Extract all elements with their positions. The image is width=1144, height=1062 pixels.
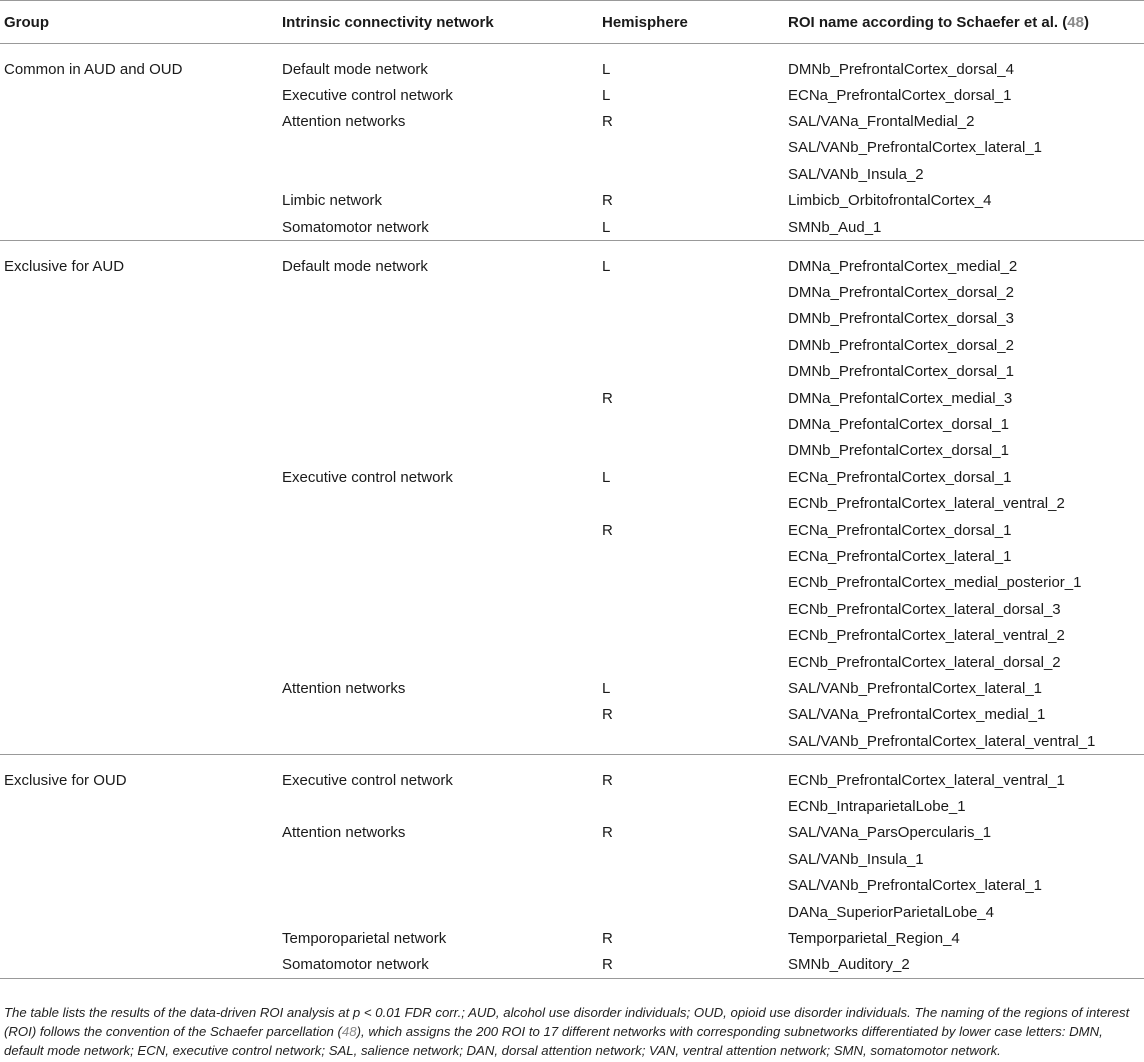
cell-hemisphere (602, 846, 788, 872)
cell-roi-name: Temporparietal_Region_4 (788, 930, 960, 948)
cell-roi-name: DMNa_PrefontalCortex_medial_3 (788, 389, 1013, 407)
cell-group (0, 464, 282, 490)
table-row (0, 925, 1144, 951)
cell-group (0, 952, 282, 979)
cell-network (282, 702, 602, 728)
header-roi-suffix: ) (1083, 13, 1089, 31)
cell-network (282, 411, 602, 437)
cell-network (282, 570, 602, 596)
cell-roi-name: SAL/VANa_ParsOpercularis_1 (788, 824, 992, 842)
table-row (0, 385, 1144, 411)
cell-hemisphere (602, 490, 788, 516)
cell-network: Default mode network (282, 61, 428, 78)
cell-roi-name: ECNb_PrefrontalCortex_lateral_ventral_2 (788, 627, 1065, 645)
cell-roi-name: SAL/VANa_PrefrontalCortex_medial_1 (788, 706, 1046, 724)
cell-roi-name: DMNa_PrefrontalCortex_medial_2 (788, 241, 1144, 280)
cell-group (0, 82, 282, 108)
cell-hemisphere: L (602, 218, 611, 236)
cell-hemisphere: R (602, 930, 613, 948)
header-roi-prefix: ROI name according to Schaefer et al. ( (788, 13, 1068, 31)
header-row (0, 1, 1144, 44)
table-row (0, 755, 1144, 794)
table-row (0, 411, 1144, 437)
cell-group (0, 359, 282, 385)
cell-network (282, 728, 602, 755)
cell-hemisphere (602, 332, 788, 358)
cell-roi-name: ECNb_PrefrontalCortex_lateral_dorsal_3 (788, 600, 1061, 618)
footnote-text-2: ), which assigns the 200 ROI to 17 different networks with corresponding subnetworks differentiated by lower case letters: DMN, default mode network; ECN, executive control network; SAL, salience network; DAN, dorsal attention network; VAN, ventral attention network; SMN, somatomotor network. (4, 1024, 1103, 1058)
header-hemisphere: Hemisphere (602, 1, 788, 44)
cell-group: Exclusive for OUD (0, 755, 282, 794)
table-row (0, 952, 1144, 979)
cell-hemisphere (602, 306, 788, 332)
cell-network: Executive control network (282, 755, 602, 794)
cell-hemisphere: R (602, 521, 613, 539)
cell-group (0, 543, 282, 569)
cell-hemisphere: R (602, 192, 613, 210)
cell-group (0, 135, 282, 161)
cell-network (282, 543, 602, 569)
cell-network: Somatomotor network (282, 218, 429, 236)
table-row (0, 464, 1144, 490)
table-row (0, 490, 1144, 516)
header-group: Group (0, 1, 282, 44)
table-row (0, 570, 1144, 596)
table-row (0, 622, 1144, 648)
cell-roi-name: DMNb_PrefontalCortex_dorsal_1 (788, 442, 1009, 460)
cell-roi-name: ECNb_PrefrontalCortex_lateral_dorsal_2 (788, 653, 1061, 671)
cell-hemisphere: L (602, 468, 611, 486)
table-row (0, 675, 1144, 701)
cell-roi-name: SAL/VANb_PrefrontalCortex_lateral_1 (788, 877, 1043, 895)
cell-hemisphere (602, 543, 788, 569)
cell-group (0, 728, 282, 755)
cell-roi-name: SAL/VANa_FrontalMedial_2 (788, 113, 975, 131)
cell-hemisphere: L (602, 61, 611, 78)
cell-group (0, 899, 282, 925)
cell-network: Somatomotor network (282, 952, 602, 979)
cell-group (0, 649, 282, 675)
cell-group (0, 411, 282, 437)
cell-roi-name: SAL/VANb_Insula_2 (788, 165, 924, 183)
cell-network (282, 161, 602, 187)
cell-hemisphere (602, 438, 788, 464)
cell-roi-name: ECNb_PrefrontalCortex_lateral_ventral_1 (788, 755, 1144, 794)
cell-roi-name: SAL/VANb_Insula_1 (788, 850, 924, 868)
cell-hemisphere (602, 728, 788, 755)
cell-roi-name: ECNa_PrefrontalCortex_dorsal_1 (788, 86, 1012, 104)
cell-group (0, 820, 282, 846)
table-row (0, 44, 1144, 83)
table-row (0, 702, 1144, 728)
cell-group (0, 332, 282, 358)
table-row (0, 82, 1144, 108)
cell-roi-name: ECNa_PrefrontalCortex_lateral_1 (788, 547, 1012, 565)
cell-group (0, 702, 282, 728)
cell-hemisphere (602, 649, 788, 675)
cell-group (0, 161, 282, 187)
table-row (0, 846, 1144, 872)
table-footnote (4, 1003, 1140, 1060)
cell-roi-name: Limbicb_OrbitofrontalCortex_4 (788, 192, 992, 210)
cell-group (0, 570, 282, 596)
cell-group (0, 622, 282, 648)
cell-network (282, 899, 602, 925)
cell-network (282, 622, 602, 648)
cell-hemisphere (602, 793, 788, 819)
cell-roi-name: DMNb_PrefrontalCortex_dorsal_2 (788, 336, 1014, 354)
cell-group (0, 108, 282, 134)
cell-roi-name: SAL/VANb_PrefrontalCortex_lateral_1 (788, 679, 1043, 697)
cell-group (0, 188, 282, 214)
header-roi-name (788, 1, 1144, 44)
cell-hemisphere (602, 622, 788, 648)
cell-network (282, 793, 602, 819)
cell-network (282, 332, 602, 358)
cell-hemisphere (602, 359, 788, 385)
table-row (0, 279, 1144, 305)
cell-network (282, 490, 602, 516)
cell-hemisphere: R (602, 755, 788, 794)
cell-network (282, 438, 602, 464)
cell-network (282, 517, 602, 543)
cell-roi-name: DMNa_PrefrontalCortex_dorsal_2 (788, 284, 1014, 302)
cell-roi-name: ECNa_PrefrontalCortex_dorsal_1 (788, 468, 1012, 486)
cell-hemisphere: R (602, 113, 613, 131)
cell-group (0, 385, 282, 411)
cell-roi-name: DMNb_PrefrontalCortex_dorsal_3 (788, 310, 1014, 328)
table-row (0, 135, 1144, 161)
cell-network: Executive control network (282, 468, 453, 486)
cell-roi-name: DMNb_PrefrontalCortex_dorsal_4 (788, 61, 1014, 78)
cell-hemisphere: R (602, 824, 613, 842)
cell-network: Attention networks (282, 824, 406, 842)
cell-roi-name: ECNb_PrefrontalCortex_lateral_ventral_2 (788, 495, 1065, 513)
cell-hemisphere (602, 135, 788, 161)
cell-hemisphere (602, 161, 788, 187)
footnote-citation-link[interactable]: 48 (341, 1024, 357, 1039)
cell-group (0, 517, 282, 543)
cell-hemisphere: R (602, 706, 613, 724)
cell-group (0, 925, 282, 951)
table-row (0, 306, 1144, 332)
cell-group: Common in AUD and OUD (4, 61, 183, 78)
table-row (0, 214, 1144, 241)
table-row (0, 820, 1144, 846)
cell-network (282, 846, 602, 872)
cell-hemisphere: R (602, 952, 788, 979)
table-row (0, 241, 1144, 280)
cell-group (0, 793, 282, 819)
cell-roi-name: SMNb_Auditory_2 (788, 952, 1144, 979)
cell-network: Executive control network (282, 86, 453, 104)
cell-network: Attention networks (282, 113, 406, 131)
cell-roi-name: ECNb_PrefrontalCortex_medial_posterior_1 (788, 574, 1082, 592)
cell-network: Limbic network (282, 192, 383, 210)
cell-network (282, 135, 602, 161)
cell-network (282, 306, 602, 332)
cell-group (0, 279, 282, 305)
table-row (0, 873, 1144, 899)
cell-network: Temporoparietal network (282, 930, 447, 948)
cell-roi-name: DANa_SuperiorParietalLobe_4 (788, 903, 994, 921)
header-network: Intrinsic connectivity network (282, 1, 602, 44)
cell-group (0, 438, 282, 464)
table-row (0, 728, 1144, 755)
cell-network: Default mode network (282, 241, 602, 280)
cell-network (282, 385, 602, 411)
cell-hemisphere (602, 279, 788, 305)
cell-group (0, 873, 282, 899)
cell-network: Attention networks (282, 679, 406, 697)
cell-hemisphere: L (602, 86, 611, 104)
table-row (0, 517, 1144, 543)
cell-roi-name: DMNa_PrefontalCortex_dorsal_1 (788, 415, 1009, 433)
cell-network (282, 873, 602, 899)
cell-roi-name: SAL/VANb_PrefrontalCortex_lateral_ventral_1 (788, 732, 1096, 750)
cell-roi-name: SAL/VANb_PrefrontalCortex_lateral_1 (788, 139, 1043, 157)
cell-group (0, 490, 282, 516)
cell-roi-name: DMNb_PrefrontalCortex_dorsal_1 (788, 363, 1014, 381)
cell-group (0, 675, 282, 701)
cell-group (0, 214, 282, 241)
cell-group (0, 846, 282, 872)
table-row (0, 793, 1144, 819)
cell-network (282, 596, 602, 622)
table-row (0, 543, 1144, 569)
table-row (0, 332, 1144, 358)
table-row (0, 188, 1144, 214)
cell-hemisphere (602, 596, 788, 622)
cell-network (282, 359, 602, 385)
cell-hemisphere (602, 873, 788, 899)
table-row (0, 161, 1144, 187)
cell-hemisphere: R (602, 389, 613, 407)
cell-roi-name: ECNa_PrefrontalCortex_dorsal_1 (788, 521, 1012, 539)
table-row (0, 899, 1144, 925)
table-row (0, 649, 1144, 675)
cell-group (0, 596, 282, 622)
table-body (0, 44, 1144, 979)
table-header (0, 1, 1144, 44)
header-roi-citation-link[interactable]: 48 (1067, 13, 1084, 31)
cell-hemisphere (602, 570, 788, 596)
cell-roi-name: SMNb_Aud_1 (788, 218, 882, 236)
cell-hemisphere: L (602, 241, 788, 280)
cell-network (282, 649, 602, 675)
table-row (0, 108, 1144, 134)
table-row (0, 359, 1144, 385)
cell-network (282, 279, 602, 305)
cell-roi-name: ECNb_IntraparietalLobe_1 (788, 798, 966, 816)
cell-group (0, 306, 282, 332)
footnote-text-1: The table lists the results of the data-driven ROI analysis at p < 0.01 FDR corr.; AUD, alcohol use disorder individuals; OUD, opioid use disorder individuals. The naming of the regions of interest (ROI) follows the convention of the Schaefer parcellation ( (4, 1005, 1130, 1039)
table-row (0, 438, 1144, 464)
cell-hemisphere (602, 899, 788, 925)
cell-group: Exclusive for AUD (0, 241, 282, 280)
table-row (0, 596, 1144, 622)
cell-hemisphere (602, 411, 788, 437)
cell-hemisphere: L (602, 679, 611, 697)
